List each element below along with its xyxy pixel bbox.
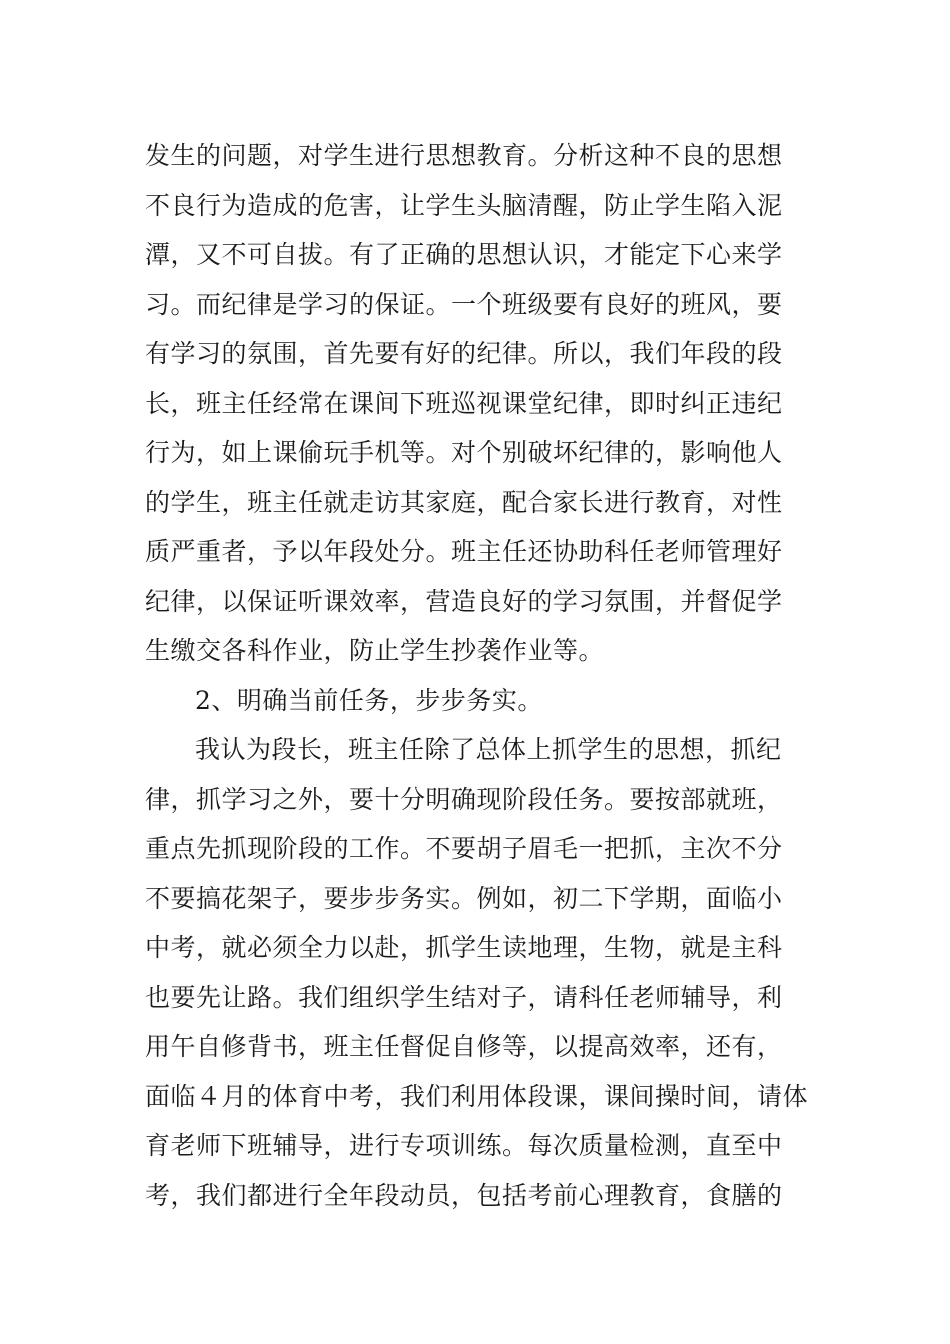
text-line: 长，班主任经常在课间下班巡视课堂纪律，即时纠正违纪 <box>145 388 783 418</box>
document-body <box>145 131 810 1220</box>
text-line: 用午自修背书，班主任督促自修等，以提高效率，还有， <box>145 1032 783 1061</box>
text-line: 生缴交各科作业，防止学生抄袭作业等。 <box>145 636 605 665</box>
text-line: 律，抓学习之外，要十分明确现阶段任务。要按部就班， <box>145 784 783 814</box>
text-line: 面临４月的体育中考，我们利用体段课，课间操时间，请体 <box>145 1081 809 1111</box>
text-line: 我认为段长，班主任除了总体上抓学生的思想，抓纪 <box>195 735 782 764</box>
text-line: 重点先抓现阶段的工作。不要胡子眉毛一把抓，主次不分 <box>145 834 783 863</box>
text-line: 中考，就必须全力以赴，抓学生读地理，生物，就是主科 <box>145 933 783 962</box>
text-line: 有学习的氛围，首先要有好的纪律。所以，我们年段的段 <box>145 339 783 368</box>
text-line: 考，我们都进行全年段动员，包括考前心理教育，食膳的 <box>145 1180 783 1210</box>
text-line: 习。而纪律是学习的保证。一个班级要有良好的班风，要 <box>145 289 783 319</box>
text-line: 发生的问题，对学生进行思想教育。分析这种不良的思想 <box>145 141 783 170</box>
text-line: 也要先让路。我们组织学生结对子，请科任老师辅导，利 <box>145 982 783 1012</box>
text-line: 的学生，班主任就走访其家庭，配合家长进行教育，对性 <box>145 487 783 517</box>
text-line: 行为，如上课偷玩手机等。对个别破坏纪律的，影响他人 <box>145 438 783 467</box>
text-line: 育老师下班辅导，进行专项训练。每次质量检测，直至中 <box>145 1131 783 1160</box>
section-heading: 2、明确当前任务，步步务实。 <box>195 685 543 715</box>
text-line: 不要搞花架子，要步步务实。例如，初二下学期，面临小 <box>145 883 783 913</box>
text-line: 不良行为造成的危害，让学生头脑清醒，防止学生陷入泥 <box>145 190 783 220</box>
text-line: 质严重者，予以年段处分。班主任还协助科任老师管理好 <box>145 537 783 566</box>
text-line: 纪律，以保证听课效率，营造良好的学习氛围，并督促学 <box>145 586 783 616</box>
text-line: 潭，又不可自拔。有了正确的思想认识，才能定下心来学 <box>145 240 783 269</box>
